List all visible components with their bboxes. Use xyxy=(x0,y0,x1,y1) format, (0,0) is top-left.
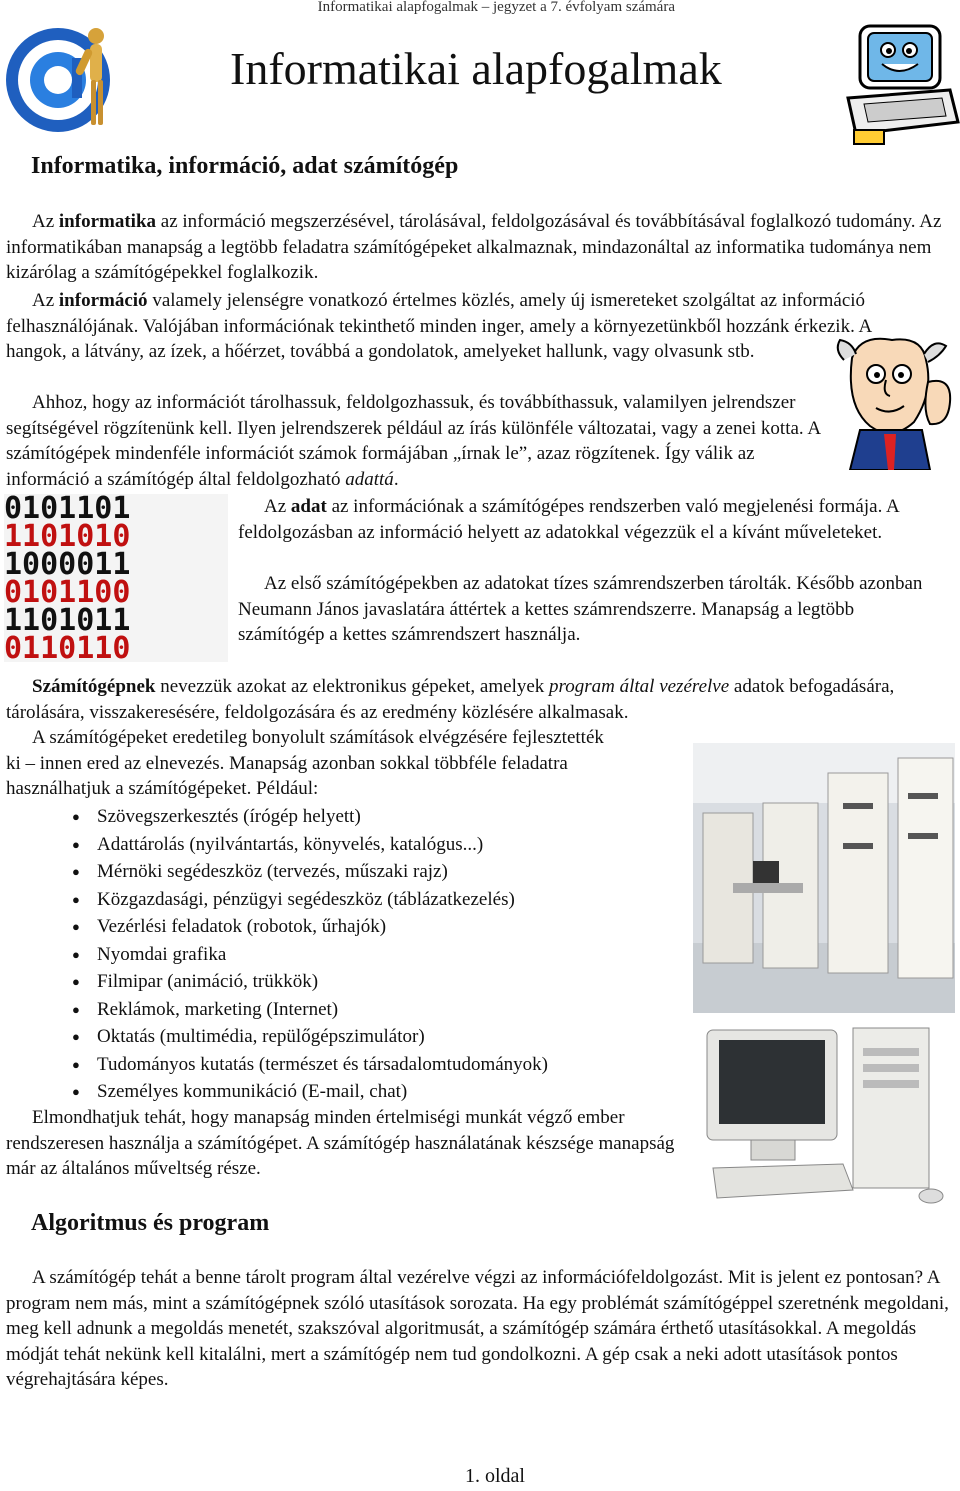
section-heading: Algoritmus és program xyxy=(31,1210,270,1236)
laptop-cartoon-image xyxy=(842,18,960,153)
term-szamitogepnek: Számítógépnek xyxy=(32,676,156,697)
desktop-computer-photo xyxy=(693,1020,958,1205)
text-run: A számítógépeket eredetileg bonyolult számítások elvégzésére fejlesztették ki – innen ered az elnevezés. Manapság azonban sokkal többféle feladatra használhatjuk a számítógépeket. Például: xyxy=(6,727,604,799)
running-header: Informatikai alapfogalmak – jegyzet a 7. évfolyam számára xyxy=(317,0,675,15)
text-run: adatok befogadására, tárolására, visszakeresésére, feldolgozására és az eredmény közlésére alkalmasak. xyxy=(6,676,895,723)
text-run: A számítógép tehát a benne tárolt program által vezérelve végzi az információfeldolgozást. Mit is jelent ez pontosan? A program nem más, mint a számítógépnek szóló utasítások sorozata. Ha egy problémát számítógéppel szeretnénk megoldani, meg kell adnunk a megoldás menetét, szakszóval algoritmusát, a számítógép számára érthető utasításokkal. A megoldás módját tehát nekünk kell kitalálni, mert a számítógép nem tud gondolkozni. A gép csak a neki adott utasítások pontos végrehajtására képes. xyxy=(6,1267,949,1390)
list-item: ● Adattárolás (nyilvántartás, könyvelés, katalógus...) xyxy=(6,831,686,859)
text-run: Elmondhatjuk tehát, hogy manapság minden értelmiségi munkát végző ember rendszeresen használja a számítógépet. A számítógép használatának készsége manapság már az általános műveltség része. xyxy=(6,1107,675,1179)
paragraph xyxy=(238,494,938,545)
term-informatika: informatika xyxy=(58,211,157,232)
list-item: ● Közgazdasági, pénzügyi segédeszköz (táblázatkezelés) xyxy=(6,886,686,914)
binary-line: 1101011 xyxy=(4,603,131,638)
binary-line: 1000011 xyxy=(4,547,131,582)
binary-line: 0101101 xyxy=(4,494,131,526)
list-item: ● Nyomdai grafika xyxy=(6,941,686,969)
paragraph xyxy=(6,1265,956,1393)
list-item: ● Vezérlési feladatok (robotok, űrhajók) xyxy=(6,913,686,941)
term-adat: adat xyxy=(290,496,327,517)
term-program-altal-vezerelve: program által vezérelve xyxy=(549,676,730,697)
binary-line: 0101100 xyxy=(4,575,131,610)
paragraph xyxy=(6,674,956,725)
text-run: Az xyxy=(32,211,59,232)
text-run: Az xyxy=(32,290,59,311)
page-number: 1. oldal xyxy=(465,1465,525,1487)
binary-digits-image xyxy=(4,494,228,662)
list-item: ● Mérnöki segédeszköz (tervezés, műszaki rajz) xyxy=(6,858,686,886)
list-item: ● Reklámok, marketing (Internet) xyxy=(6,996,686,1024)
term-informacio: információ xyxy=(58,290,148,311)
paragraph xyxy=(6,1105,686,1182)
paragraph xyxy=(6,288,922,365)
text-run: az információnak a számítógépes rendszerben való megjelenési formája. A feldolgozásban az információ helyett az adatokkal végezzük el a kívánt műveleteket. xyxy=(238,496,899,543)
term-adatta: adattá xyxy=(345,468,394,490)
list-item: ● Személyes kommunikáció (E-mail, chat) xyxy=(6,1078,686,1106)
list-item: ● Szövegszerkesztés (írógép helyett) xyxy=(6,803,686,831)
listening-man-cartoon-image xyxy=(830,330,958,470)
binary-line: 0110110 xyxy=(4,631,131,662)
list-item: ● Oktatás (multimédia, repülőgépszimulátor) xyxy=(6,1023,686,1051)
page-title: Informatikai alapfogalmak xyxy=(230,43,722,94)
text-run: valamely jelenségre vonatkozó értelmes közlés, amely új ismereteket szolgáltat az információ felhasználójának. Valójában információnak tekinthető minden inger, amely a környezetünkből hozzánk érkezik. A hangok, a látvány, az ízek, a hőérzet, továbbá a gondolatok, amelyeket hallunk, vagy olvasunk stb. xyxy=(6,290,872,362)
list-item: ● Filmipar (animáció, trükkök) xyxy=(6,968,686,996)
binary-line: 1101010 xyxy=(4,519,131,554)
text-run: az információ megszerzésével, tárolásával, feldolgozásával és továbbításával foglalkozó tudomány. Az informatikában manapság a legtöbb feladatra számítógépeket alkalmaznak, mindazonáltal az informatika tudománya nem kizárólag a számítógépekkel foglalkozik. xyxy=(6,211,942,283)
paragraph xyxy=(6,725,622,802)
text-run: nevezzük azokat az elektronikus gépeket, amelyek xyxy=(155,676,550,697)
text-run: Az xyxy=(264,496,291,517)
paragraph xyxy=(238,571,928,648)
text-run: Az első számítógépekben az adatokat tízes számrendszerben tárolták. Később azonban Neumann János javaslatára áttértek a kettes számrendszerre. Manapság a legtöbb számítógép a kettes számrendszert használja. xyxy=(238,573,923,645)
at-sign-mascot-image xyxy=(0,16,130,141)
text-run: Ahhoz, hogy az információt tárolhassuk, feldolgozhassuk, és továbbíthassuk, valamilyen jelrendszer segítségével rögzítenünk kell. Ilyen jelrendszerek például az írás különféle változatai, vagy a zenei kotta. A számítógépek mindenféle információt számok formájában „írnak le”, azaz rögzítenek. Így válik az információ a számítógép által feldolgozható xyxy=(6,392,821,490)
text-run: . xyxy=(393,468,399,490)
section-heading: Informatika, információ, adat számítógép xyxy=(31,153,459,179)
server-room-photo xyxy=(693,743,955,1013)
usage-list xyxy=(6,803,686,1106)
paragraph xyxy=(6,209,956,286)
list-item: ● Tudományos kutatás (természet és társadalomtudományok) xyxy=(6,1051,686,1079)
paragraph xyxy=(6,390,830,492)
